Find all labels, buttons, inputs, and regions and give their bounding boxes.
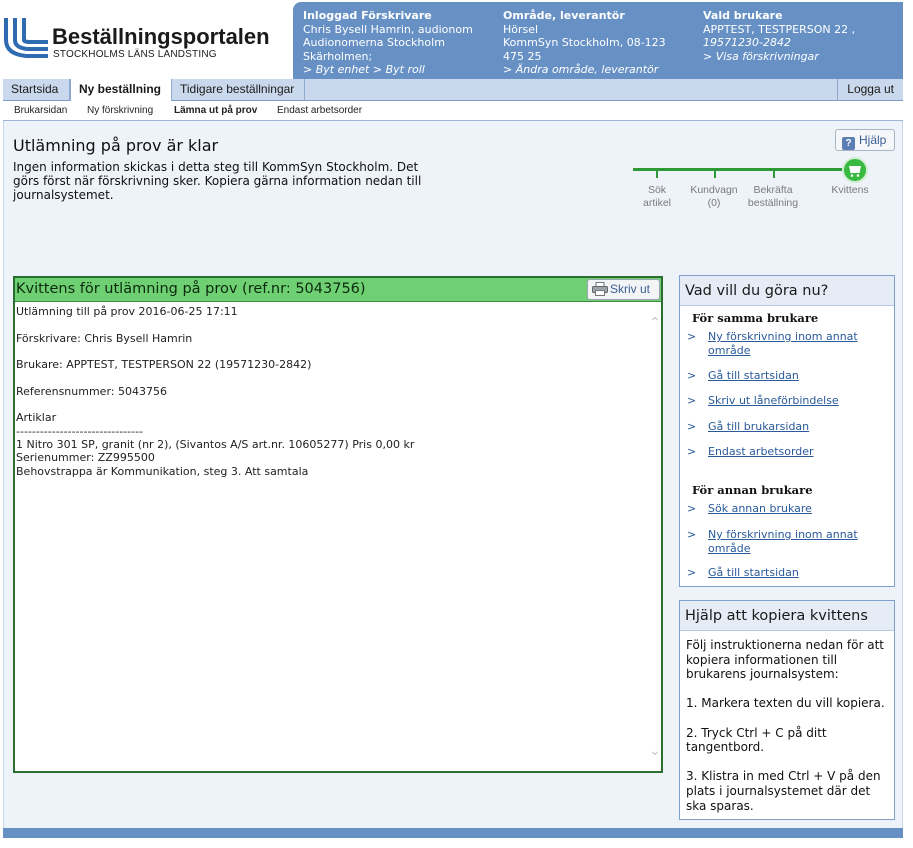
subnav-ny-forskrivning[interactable]: Ny förskrivning [87,105,154,116]
other-user-title: För annan brukare [692,483,813,497]
sub-nav [3,101,903,121]
progress-step-sok-artikel: Sök artikel [642,184,671,209]
area-heading: Område, leverantör [503,9,625,22]
app-title: Beställningsportalen [52,24,270,49]
copy-help-step-1: 1. Markera texten du vill kopiera. [686,696,885,711]
prescriber-heading: Inloggad Förskrivare [303,9,432,22]
help-label: Hjälp [859,133,887,147]
print-label: Skriv ut [610,282,651,296]
chevron-right-icon: > [687,420,697,433]
receipt-title: Kvittens för utlämning på prov (ref.nr: 5043756) [16,281,366,297]
receipt-articles-heading: Artiklar [16,411,57,425]
progress-step-kundvagn: Kundvagn (0) [690,184,738,209]
copy-help-text [686,638,892,828]
chevron-right-icon: > [687,502,697,515]
supplier-name: KommSyn Stockholm, 08-123 [503,36,666,49]
chevron-right-icon: > [687,394,697,407]
receipt-prescriber-line: Förskrivare: Chris Bysell Hamrin [16,331,193,345]
receipt-header [15,278,661,302]
progress-line [633,168,857,171]
scroll-up-icon[interactable]: ⌃ [649,315,661,331]
show-prescriptions-link[interactable]: > Visa förskrivningar [703,49,819,63]
user-heading: Vald brukare [703,9,783,22]
receipt-text[interactable] [16,305,644,478]
receipt-date-line: Utlämning till på prov 2016-06-25 17:11 [16,305,238,318]
chevron-right-icon: > [687,330,697,343]
same-user-title: För samma brukare [692,311,819,325]
copy-help-step-2: 2. Tryck Ctrl + C på ditt tangentbord. [686,725,827,755]
subnav-brukarsidan[interactable]: Brukarsidan [14,105,68,116]
chevron-right-icon: > [687,528,697,541]
session-info-panel [293,2,903,79]
area-name: Hörsel [503,22,539,36]
sll-logo-icon [2,18,50,58]
logout-button[interactable]: Logga ut [837,79,903,101]
change-area-link[interactable]: > Ändra område, leverantör [503,63,659,76]
page-description: Ingen information skickas i detta steg till KommSyn Stockholm. Det görs först när förskrivning sker. Kopiera gärna information nedan till journalsystemet. [13,160,422,202]
tab-ny-bestallning[interactable]: Ny beställning [70,79,172,102]
help-icon: ? [842,137,855,150]
tab-tidigare-bestallningar[interactable]: Tidigare beställningar [172,79,305,101]
main-nav [3,79,903,101]
supplier-phone: 475 25 [503,49,542,63]
user-info [703,9,898,63]
next-actions-heading: Vad vill du göra nu? [680,276,894,306]
prescriber-info [303,9,493,77]
receipt-user-line: Brukare: APPTEST, TESTPERSON 22 (19571230-2842) [16,358,312,372]
receipt-article-line: 1 Nitro 301 SP, granit (nr 2), (Sivantos A/S art.nr. 10605277) Pris 0,00 kr [16,437,415,451]
progress-step-kvittens: Kvittens [831,184,869,196]
user-name: APPTEST, TESTPERSON 22 , [703,22,856,36]
chevron-right-icon: > [687,369,697,382]
receipt-box [13,276,663,773]
progress-tick-2 [714,170,716,178]
copy-help-step-3: 3. Klistra in med Ctrl + V på den plats i journalsystemet där det ska sparas. [686,769,881,813]
printer-icon [592,282,608,296]
receipt-separator: -------------------------------- [16,424,144,438]
prescriber-unit: Audionomerna Stockholm [303,36,445,49]
logo[interactable] [2,18,292,63]
chevron-right-icon: > [687,445,697,458]
subnav-endast-arbetsorder[interactable]: Endast arbetsorder [277,105,363,116]
progress-tick-1 [656,170,658,178]
copy-help-panel [679,600,895,820]
prescriber-name: Chris Bysell Hamrin, audionom [303,22,473,36]
page-title: Utlämning på prov är klar [13,136,219,155]
header [0,0,913,81]
help-button[interactable] [835,129,895,151]
app-subtitle: STOCKHOLMS LÄNS LANDSTING [53,49,217,60]
progress-tick-3 [773,170,775,178]
cart-done-icon [842,157,868,183]
area-info [503,9,693,77]
progress-step-bekrafta: Bekräfta beställning [747,184,799,209]
subnav-lamna-ut-pa-prov[interactable]: Lämna ut på prov [174,105,258,116]
tab-startsida[interactable]: Startsida [3,79,70,101]
footer-bar [3,828,903,838]
receipt-needs-line: Behovstrappa är Kommunikation, steg 3. Att samtala [16,464,309,478]
prescriber-unit-location: Skärholmen; [303,49,373,63]
main-content [3,121,903,828]
chevron-right-icon: > [687,566,697,579]
next-actions-panel: Vad vill du göra nu? För samma brukare > Ny förskrivning inom annat område > Gå till startsidan > Skriv ut låneförbindelse > Gå till brukarsidan > Endast arbetsorder För annan brukare > Sök annan brukare > Ny förskrivning inom annat område > Gå till startsidan [679,275,895,587]
scroll-down-icon[interactable]: ⌄ [649,743,661,759]
print-button[interactable] [587,279,660,300]
user-personal-number: 19571230-2842 [703,36,791,49]
copy-help-intro: Följ instruktionerna nedan för att kopiera informationen till brukarens journalsystem: [686,638,885,682]
receipt-serial-line: Serienummer: ZZ995500 [16,451,155,465]
receipt-ref-line: Referensnummer: 5043756 [16,384,167,398]
copy-help-heading: Hjälp att kopiera kvittens [680,601,894,631]
change-unit-role-link[interactable]: > Byt enhet > Byt roll [303,63,425,76]
